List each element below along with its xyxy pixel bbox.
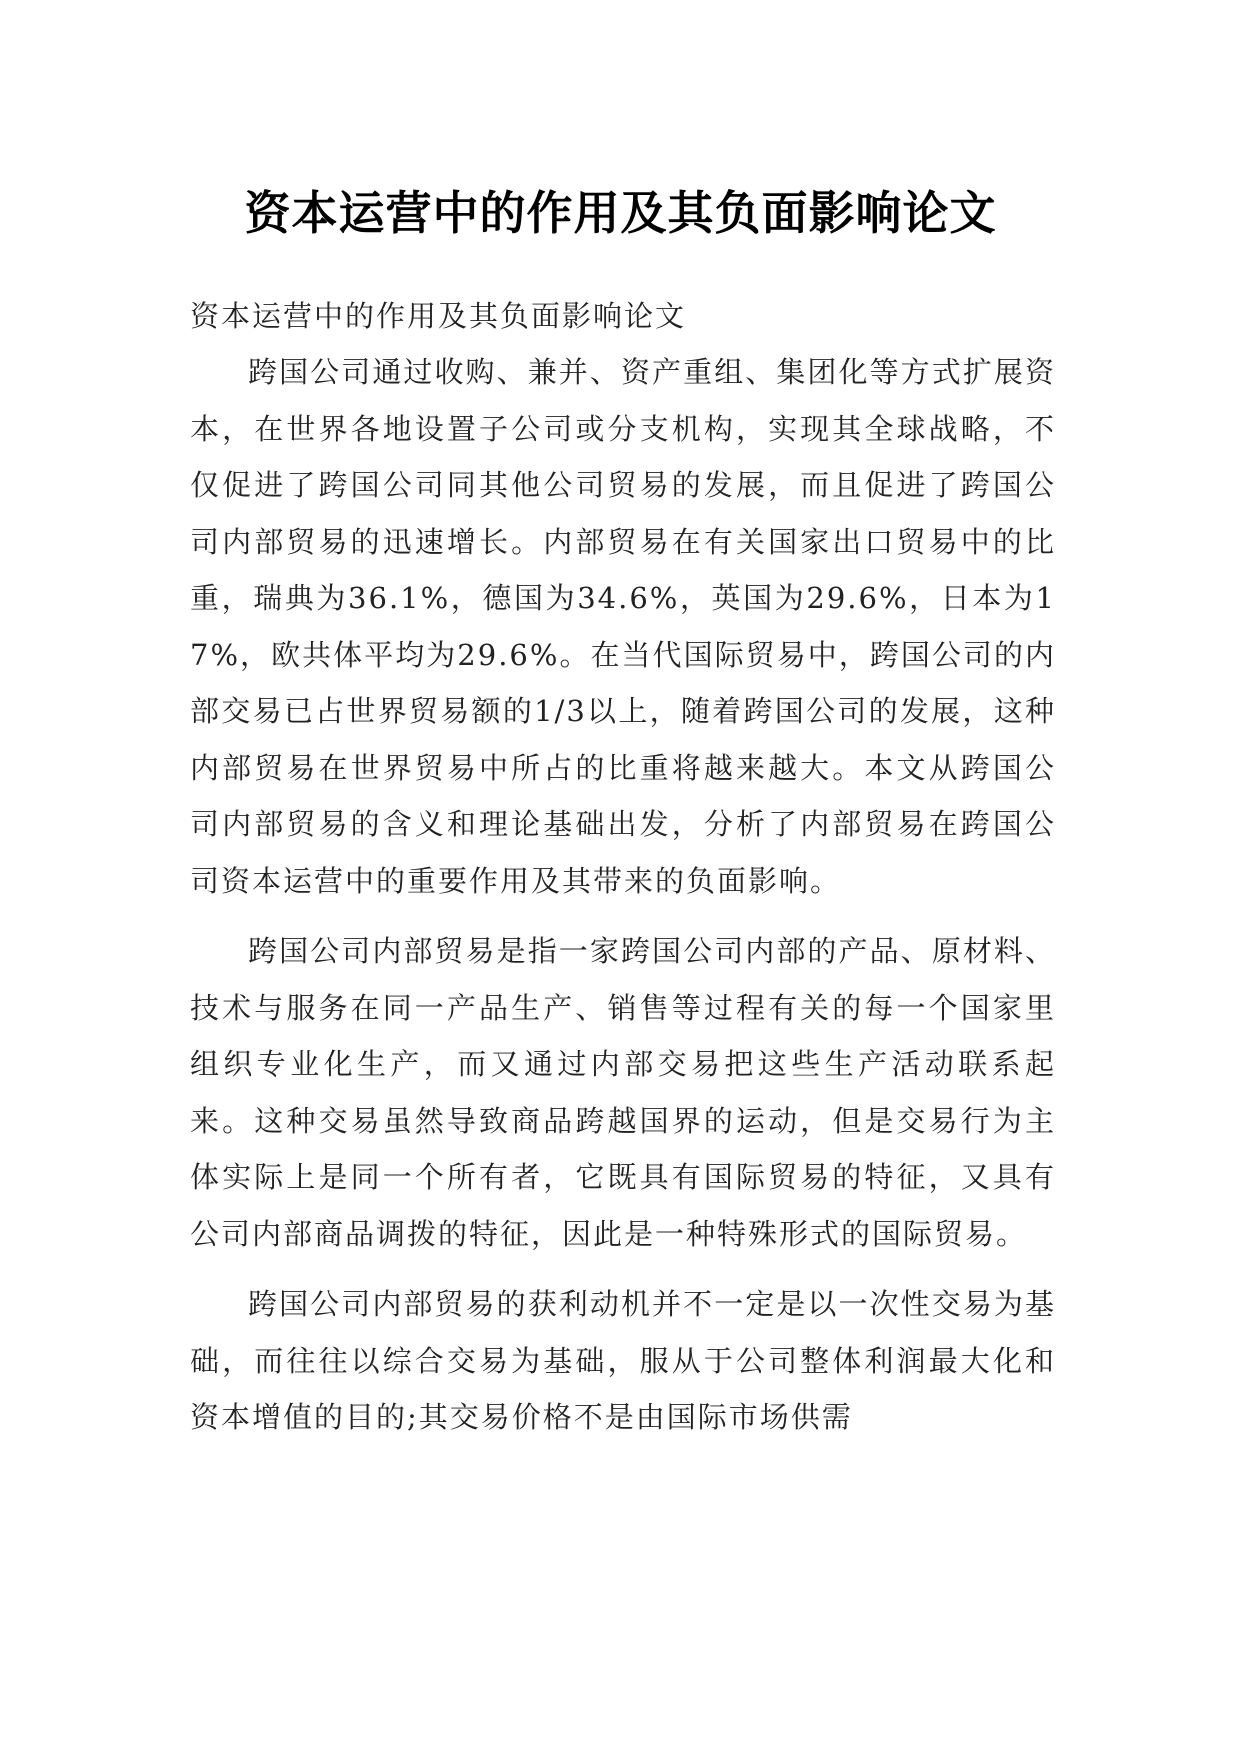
paragraph-2: 跨国公司内部贸易是指一家跨国公司内部的产品、原材料、技术与服务在同一产品生产、销售等过程有关的每一个国家里组织专业化生产，而又通过内部交易把这些生产活动联系起来。这种交易虽然导致商品跨越国界的运动，但是交易行为主体实际上是同一个所有者，它既具有国际贸易的特征，又具有公司内部商品调拨的特征，因此是一种特殊形式的国际贸易。 [190, 934, 1056, 1251]
paragraph-3: 跨国公司内部贸易的获利动机并不一定是以一次性交易为基础，而往往以综合交易为基础，服从于公司整体利润最大化和资本增值的目的;其交易价格不是由国际市场供需 [190, 1287, 1056, 1434]
paragraph-1: 跨国公司通过收购、兼并、资产重组、集团化等方式扩展资本，在世界各地设置子公司或分支机构，实现其全球战略，不仅促进了跨国公司同其他公司贸易的发展，而且促进了跨国公司内部贸易的迅速增长。内部贸易在有关国家出口贸易中的比重，瑞典为36.1%，德国为34.6%，英国为29.6%，日本为17%，欧共体平均为29.6%。在当代国际贸易中，跨国公司的内部交易已占世界贸易额的1/3以上，随着跨国公司的发展，这种内部贸易在世界贸易中所占的比重将越来越大。本文从跨国公司内部贸易的含义和理论基础出发，分析了内部贸易在跨国公司资本运营中的重要作用及其带来的负面影响。 [190, 355, 1056, 898]
document-subtitle: 资本运营中的作用及其负面影响论文 [190, 299, 687, 333]
document-body [190, 288, 1056, 1460]
document-title: 资本运营中的作用及其负面影响论文 [244, 185, 997, 240]
